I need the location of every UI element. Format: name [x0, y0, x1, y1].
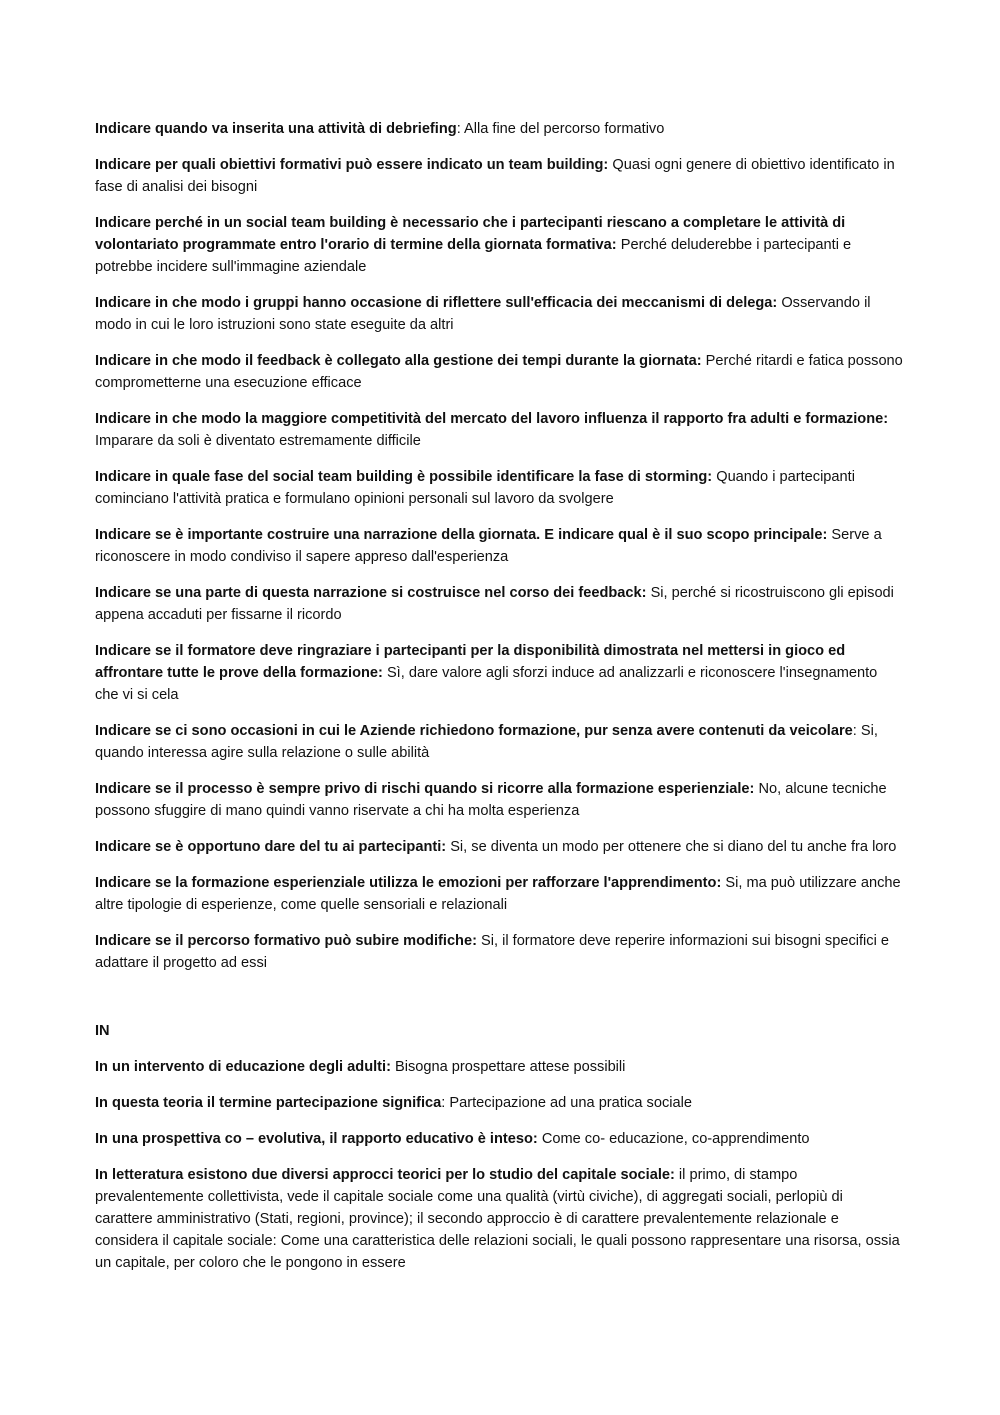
qa-item — [95, 408, 903, 452]
qa-item — [95, 154, 903, 198]
qa-item — [95, 720, 903, 764]
question: Indicare per quali obiettivi formativi può essere indicato un team building: — [95, 157, 609, 173]
question: In questa teoria il termine partecipazione significa — [95, 1095, 442, 1111]
answer: Si, se diventa un modo per ottenere che si diano del tu anche fra loro — [450, 839, 897, 855]
qa-item — [95, 118, 903, 140]
question: Indicare in che modo il feedback è collegato alla gestione dei tempi durante la giornata: — [95, 353, 702, 369]
answer: Sì, dare valore agli sforzi induce ad analizzarli e riconoscere l'insegnamento che vi si cela — [95, 665, 878, 703]
separator: : — [441, 1095, 450, 1111]
answer: Si, ma può utilizzare anche altre tipologie di esperienze, come quelle sensoriali e relazionali — [95, 875, 901, 913]
question: Indicare se ci sono occasioni in cui le Aziende richiedono formazione, pur senza avere contenuti da veicolare — [95, 723, 853, 739]
answer: Quasi ogni genere di obiettivo identificato in fase di analisi dei bisogni — [95, 157, 895, 195]
answer: Quando i partecipanti cominciano l'attività pratica e formulano opinioni personali sul lavoro da svolgere — [95, 469, 855, 507]
qa-item — [95, 350, 903, 394]
question: Indicare se il formatore deve ringraziare i partecipanti per la disponibilità dimostrata nel mettersi in gioco ed affrontare tutte le prove della formazione: — [95, 643, 846, 681]
qa-item — [95, 1056, 903, 1078]
question: Indicare in quale fase del social team building è possibile identificare la fase di storming: — [95, 469, 713, 485]
qa-item — [95, 582, 903, 626]
qa-item — [95, 640, 903, 706]
question: Indicare se il percorso formativo può subire modifiche: — [95, 933, 477, 949]
qa-item — [95, 1164, 903, 1274]
answer: Alla fine del percorso formativo — [464, 121, 665, 137]
qa-item — [95, 1128, 903, 1150]
question: Indicare quando va inserita una attività di debriefing — [95, 121, 457, 137]
answer: Serve a riconoscere in modo condiviso il sapere appreso dall'esperienza — [95, 527, 882, 565]
section-heading: IN — [95, 1023, 110, 1039]
question: In letteratura esistono due diversi approcci teorici per lo studio del capitale sociale: — [95, 1167, 675, 1183]
answer: Perché ritardi e fatica possono comprometterne una esecuzione efficace — [95, 353, 903, 391]
question: Indicare se il processo è sempre privo di rischi quando si ricorre alla formazione esperienziale: — [95, 781, 755, 797]
question: Indicare perché in un social team building è necessario che i partecipanti riescano a completare le attività di volontariato programmate entro l'orario di termine della giornata formativa: — [95, 215, 846, 253]
document-page — [95, 118, 903, 1288]
answer: Si, il formatore deve reperire informazioni sui bisogni specifici e adattare il progetto ad essi — [95, 933, 890, 971]
qa-item — [95, 1092, 903, 1114]
answer: Partecipazione ad una pratica sociale — [449, 1095, 692, 1111]
qa-item — [95, 778, 903, 822]
separator: : — [456, 121, 464, 137]
question: Indicare se è opportuno dare del tu ai partecipanti: — [95, 839, 447, 855]
qa-item — [95, 466, 903, 510]
answer: il primo, di stampo prevalentemente collettivista, vede il capitale sociale come una qualità (virtù civiche), di aggregati sociali, perlopiù di carattere amministrativo (Stati, regioni, province); il secondo approccio è di carattere prevalentemente relazionale e considera il capitale sociale: Come una caratteristica delle relazioni sociali, le quali possono rappresentare una risorsa, ossia un capitale, per coloro che le pongono in essere — [95, 1167, 900, 1271]
question: In una prospettiva co – evolutiva, il rapporto educativo è inteso: — [95, 1131, 538, 1147]
answer: Si, perché si ricostruiscono gli episodi appena accaduti per fissarne il ricordo — [95, 585, 894, 623]
answer: Osservando il modo in cui le loro istruzioni sono state eseguite da altri — [95, 295, 871, 333]
qa-item — [95, 930, 903, 974]
qa-item — [95, 872, 903, 916]
question: Indicare se una parte di questa narrazione si costruisce nel corso dei feedback: — [95, 585, 647, 601]
answer: Si, quando interessa agire sulla relazione o sulle abilità — [95, 723, 878, 761]
question: Indicare in che modo la maggiore competitività del mercato del lavoro influenza il rapporto fra adulti e formazione: — [95, 411, 889, 427]
question: Indicare in che modo i gruppi hanno occasione di riflettere sull'efficacia dei meccanismi di delega: — [95, 295, 778, 311]
answer: Bisogna prospettare attese possibili — [395, 1059, 626, 1075]
answer: Perché deluderebbe i partecipanti e potrebbe incidere sull'immagine aziendale — [95, 237, 852, 275]
qa-item — [95, 524, 903, 568]
question: Indicare se la formazione esperienziale utilizza le emozioni per rafforzare l'apprendimento: — [95, 875, 722, 891]
qa-item — [95, 292, 903, 336]
answer: No, alcune tecniche possono sfuggire di mano quindi vanno riservate a chi ha molta esperienza — [95, 781, 887, 819]
answer: Imparare da soli è diventato estremamente difficile — [95, 433, 421, 449]
question: Indicare se è importante costruire una narrazione della giornata. E indicare qual è il suo scopo principale: — [95, 527, 828, 543]
question: In un intervento di educazione degli adulti: — [95, 1059, 391, 1075]
answer: Come co- educazione, co-apprendimento — [541, 1131, 810, 1147]
separator: : — [852, 723, 861, 739]
qa-item — [95, 836, 903, 858]
qa-item — [95, 212, 903, 278]
